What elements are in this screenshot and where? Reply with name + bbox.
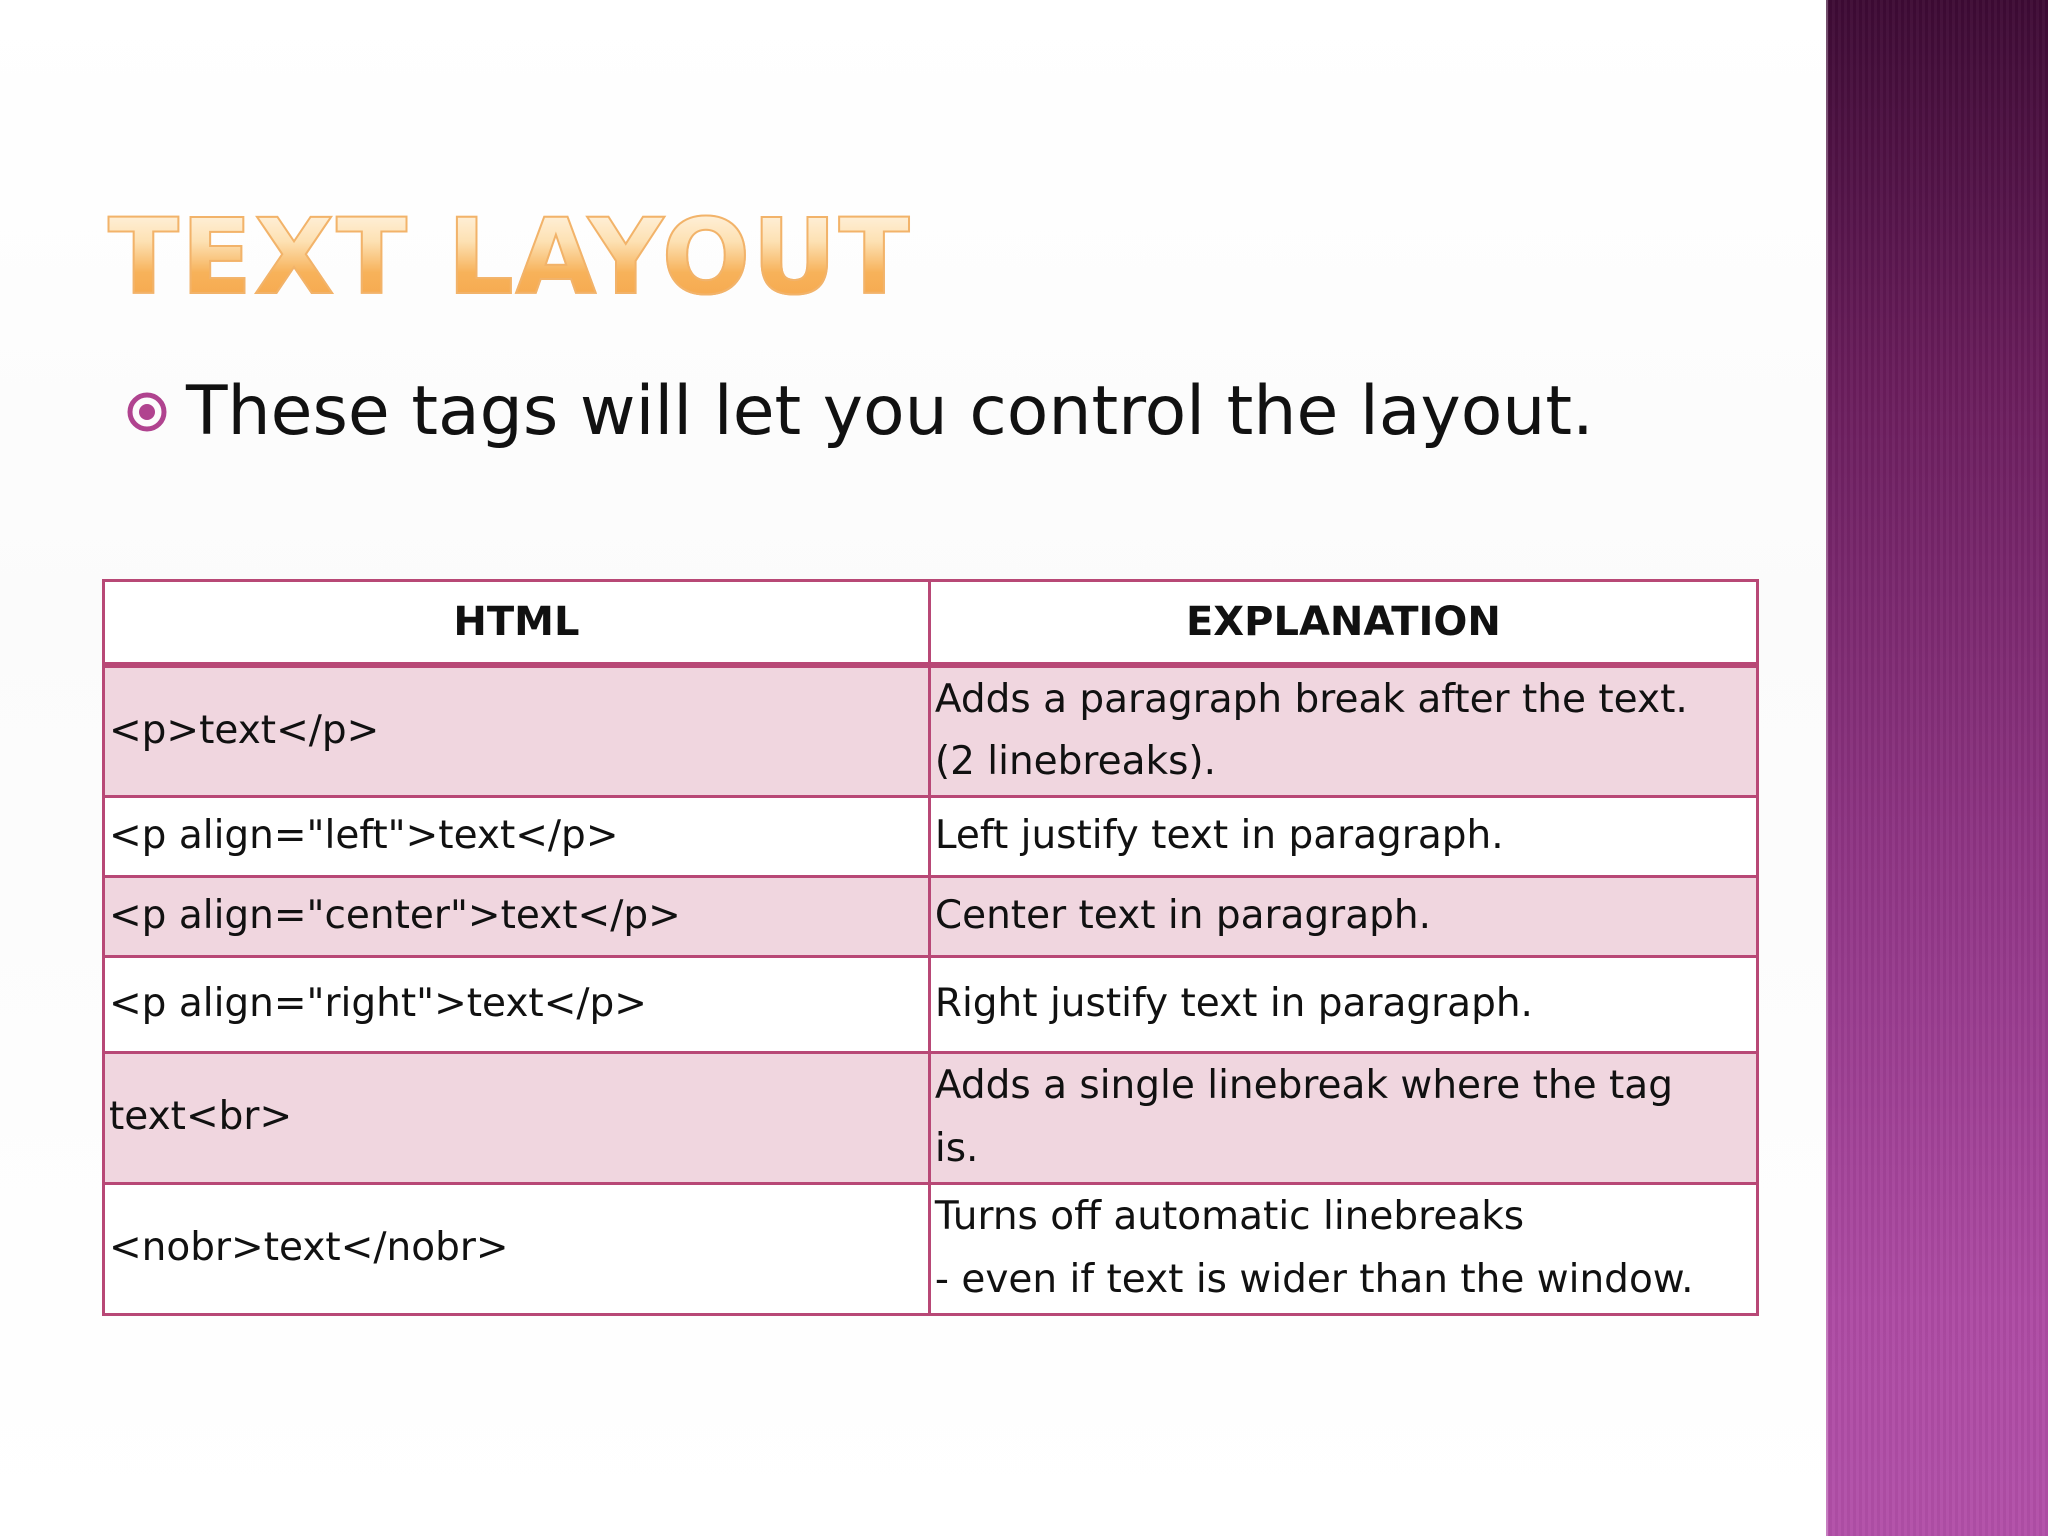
explanation-cell: Left justify text in paragraph.: [929, 796, 1757, 876]
html-cell: <p align="left">text</p>: [104, 796, 930, 876]
radio-bullet-icon: [126, 391, 168, 433]
explanation-cell: Adds a single linebreak where the tag is.: [929, 1052, 1757, 1183]
column-header-explanation: EXPLANATION: [929, 581, 1757, 666]
explanation-cell: Adds a paragraph break after the text. (2 linebreaks).: [929, 665, 1757, 796]
table-row: [104, 1183, 1758, 1314]
explanation-cell: Right justify text in paragraph.: [929, 956, 1757, 1052]
html-cell: text<br>: [104, 1052, 930, 1183]
bullet-item: [126, 372, 1594, 451]
bullet-text: These tags will let you control the layout.: [186, 372, 1594, 451]
html-cell: <p>text</p>: [104, 665, 930, 796]
table-row: [104, 956, 1758, 1052]
explanation-cell: Center text in paragraph.: [929, 876, 1757, 956]
slide-title: TEXT LAYOUT: [108, 196, 912, 318]
table-header-row: [104, 581, 1758, 666]
table-row: [104, 665, 1758, 796]
column-header-html: HTML: [104, 581, 930, 666]
decorative-side-band: [1826, 0, 2048, 1536]
explanation-cell: Turns off automatic linebreaks - even if text is wider than the window.: [929, 1183, 1757, 1314]
html-cell: <p align="right">text</p>: [104, 956, 930, 1052]
tag-reference-table: [102, 579, 1759, 1316]
html-cell: <p align="center">text</p>: [104, 876, 930, 956]
html-cell: <nobr>text</nobr>: [104, 1183, 930, 1314]
table-row: [104, 876, 1758, 956]
table-row: [104, 1052, 1758, 1183]
table-row: [104, 796, 1758, 876]
